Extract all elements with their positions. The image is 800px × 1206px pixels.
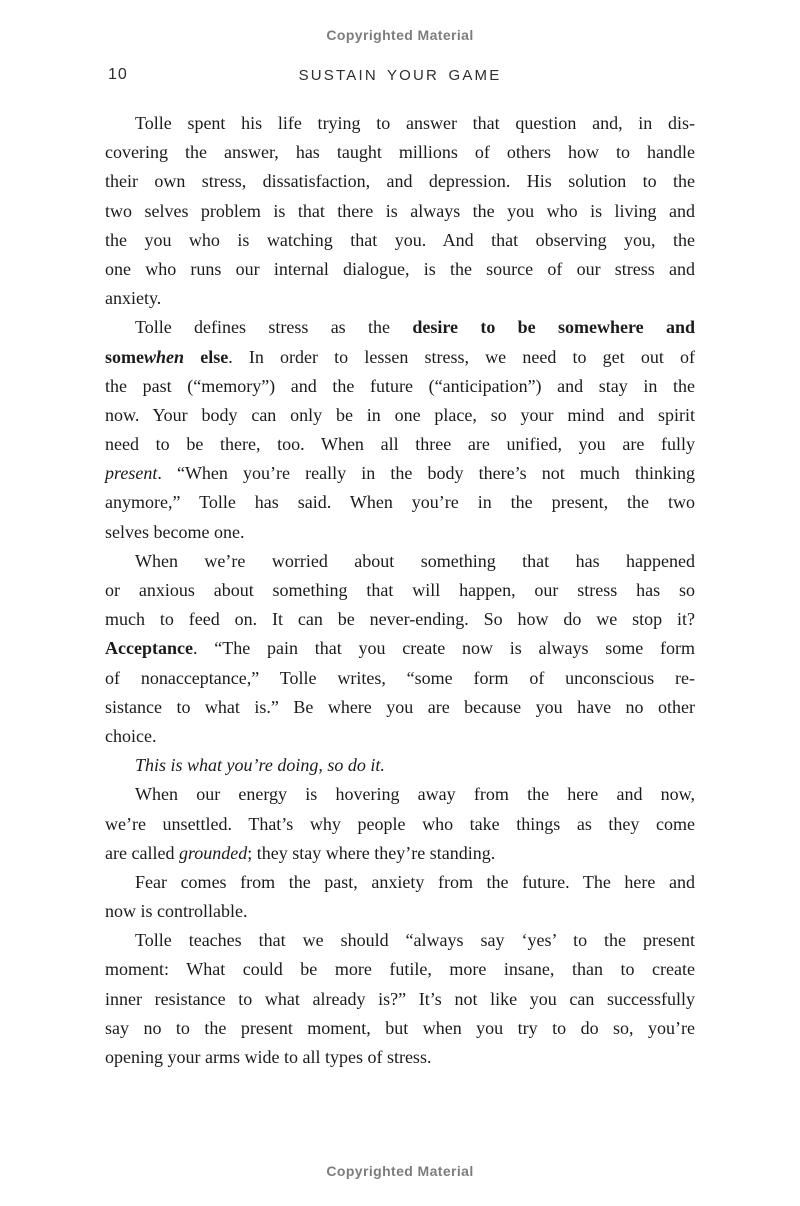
- text-line: This is what you’re doing, so do it.: [135, 755, 385, 776]
- text-line: inner resistance to what already is?” It’s not like you can successfully: [105, 988, 695, 1009]
- text-line: covering the answer, has taught millions of others how to handle: [105, 142, 695, 163]
- text-line: say no to the present moment, but when you try to do so, you’re: [105, 1017, 695, 1038]
- text-line: Tolle spent his life trying to answer that question and, in dis-: [135, 113, 695, 133]
- text-line: are called grounded; they stay where they’re standing.: [105, 842, 496, 863]
- text-line: anxiety.: [105, 288, 162, 309]
- text-line: When we’re worried about something that has happened: [135, 550, 695, 571]
- paragraph: [105, 780, 695, 868]
- text-line: one who runs our internal dialogue, is the source of our stress and: [105, 258, 695, 279]
- copyright-notice-top: Copyrighted Material: [326, 27, 474, 43]
- text-line: moment: What could be more futile, more insane, than to create: [105, 959, 695, 980]
- running-head: SUSTAIN YOUR GAME: [298, 67, 502, 84]
- text-line: the past (“memory”) and the future (“anticipation”) and stay in the: [105, 375, 695, 396]
- text-line: somewhen else. In order to lessen stress, we need to get out of: [105, 346, 695, 367]
- paragraph: [105, 547, 695, 751]
- paragraph: [105, 109, 695, 313]
- text-line: the you who is watching that you. And that observing you, the: [105, 229, 695, 250]
- text-line: anymore,” Tolle has said. When you’re in the present, the two: [105, 492, 695, 513]
- text-line: selves become one.: [105, 521, 245, 542]
- text-line: much to feed on. It can be never-ending. So how do we stop it?: [105, 609, 695, 630]
- text-line: need to be there, too. When all three are unified, you are fully: [105, 434, 695, 455]
- text-line: now. Your body can only be in one place, so your mind and spirit: [105, 404, 695, 425]
- paragraph: [105, 926, 695, 1072]
- page-number: 10: [108, 66, 128, 83]
- copyright-notice-bottom: Copyrighted Material: [326, 1163, 474, 1179]
- text-line: Acceptance. “The pain that you create now is always some form: [105, 638, 695, 659]
- text-line: sistance to what is.” Be where you are because you have no other: [105, 696, 695, 717]
- paragraph: [105, 868, 695, 926]
- text-line: now is controllable.: [105, 901, 248, 922]
- text-line: or anxious about something that will happen, our stress has so: [105, 580, 695, 600]
- text-line: of nonacceptance,” Tolle writes, “some form of unconscious re-: [105, 667, 695, 688]
- text-line: When our energy is hovering away from the here and now,: [135, 784, 695, 805]
- text-line: Fear comes from the past, anxiety from the future. The here and: [135, 871, 695, 892]
- text-line: we’re unsettled. That’s why people who take things as they come: [105, 813, 695, 834]
- text-line: present. “When you’re really in the body there’s not much thinking: [105, 463, 695, 484]
- text-line: Tolle defines stress as the desire to be somewhere and: [135, 317, 695, 338]
- text-line: choice.: [105, 725, 157, 746]
- paragraph: [105, 751, 695, 780]
- body-text: [105, 109, 695, 1072]
- text-line: opening your arms wide to all types of stress.: [105, 1047, 432, 1067]
- text-line: their own stress, dissatisfaction, and depression. His solution to the: [105, 171, 695, 192]
- text-line: two selves problem is that there is always the you who is living and: [105, 200, 695, 221]
- text-line: Tolle teaches that we should “always say ‘yes’ to the present: [135, 930, 695, 951]
- paragraph: [105, 313, 695, 547]
